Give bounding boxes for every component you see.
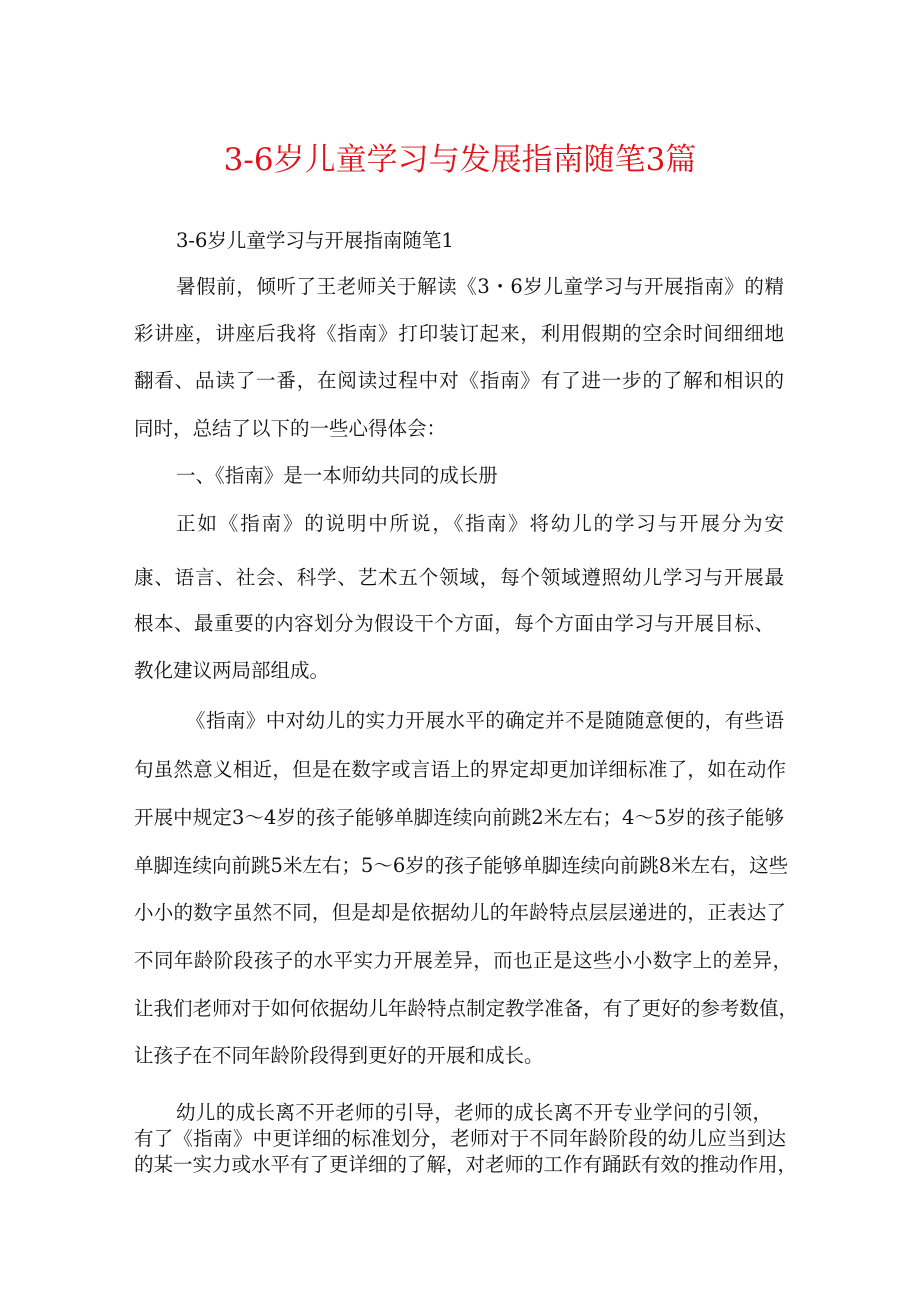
paragraph-line: 小小的数字虽然不同，但是却是依据幼儿的年龄特点层层递进的，正表达了 xyxy=(134,901,786,924)
paragraph-line: 正如《指南》的说明中所说，《指南》将幼儿的学习与开展分为安 xyxy=(176,512,784,535)
section-heading-1: 3-6岁儿童学习与开展指南随笔1 xyxy=(176,229,454,252)
paragraph-line: 不同年龄阶段孩子的水平实力开展差异，而也正是这些小小数字上的差异， xyxy=(134,949,792,972)
paragraph-line: 翻看、品读了一番，在阅读过程中对《指南》有了进一步的了解和相识的 xyxy=(134,369,784,392)
paragraph-line: 让孩子在不同年龄阶段得到更好的开展和成长。 xyxy=(134,1044,544,1067)
paragraph-line: 句虽然意义相近，但是在数字或言语上的界定却更加详细标准了，如在动作 xyxy=(134,758,786,781)
paragraph-line: 的某一实力或水平有了更详细的了解，对老师的工作有踊跃有效的推动作用， xyxy=(134,1153,798,1176)
paragraph-line: 《指南》中对幼儿的实力开展水平的确定并不是随随意便的，有些语 xyxy=(186,709,784,732)
paragraph-line: 彩讲座，讲座后我将《指南》打印装订起来，利用假期的空余时间细细地 xyxy=(134,322,784,345)
paragraph-line: 有了《指南》中更详细的标准划分，老师对于不同年龄阶段的幼儿应当到达 xyxy=(134,1127,786,1150)
paragraph-line: 单脚连续向前跳5米左右；5～6岁的孩子能够单脚连续向前跳8米左右，这些 xyxy=(134,854,789,877)
document-title: 3-6岁儿童学习与发展指南随笔3篇 xyxy=(223,142,697,178)
paragraph-line: 暑假前，倾听了王老师关于解读《3・6岁儿童学习与开展指南》的精 xyxy=(176,275,784,298)
subheading-1: 一、《指南》是一本师幼共同的成长册 xyxy=(176,464,498,487)
paragraph-line: 根本、最重要的内容划分为假设干个方面，每个方面由学习与开展目标、 xyxy=(134,612,774,635)
paragraph-line: 康、语言、社会、科学、艺术五个领域，每个领域遵照幼儿学习与开展最 xyxy=(134,566,784,589)
paragraph-line: 同时，总结了以下的一些心得体会： xyxy=(134,417,447,440)
paragraph-line: 开展中规定3～4岁的孩子能够单脚连续向前跳2米左右；4～5岁的孩子能够 xyxy=(134,806,784,829)
paragraph-line: 幼儿的成长离不开老师的引导，老师的成长离不开专业学问的引领， xyxy=(176,1101,772,1124)
paragraph-line: 让我们老师对于如何依据幼儿年龄特点制定教学准备，有了更好的参考数值， xyxy=(134,997,798,1020)
paragraph-line: 教化建议两局部组成。 xyxy=(134,659,330,682)
